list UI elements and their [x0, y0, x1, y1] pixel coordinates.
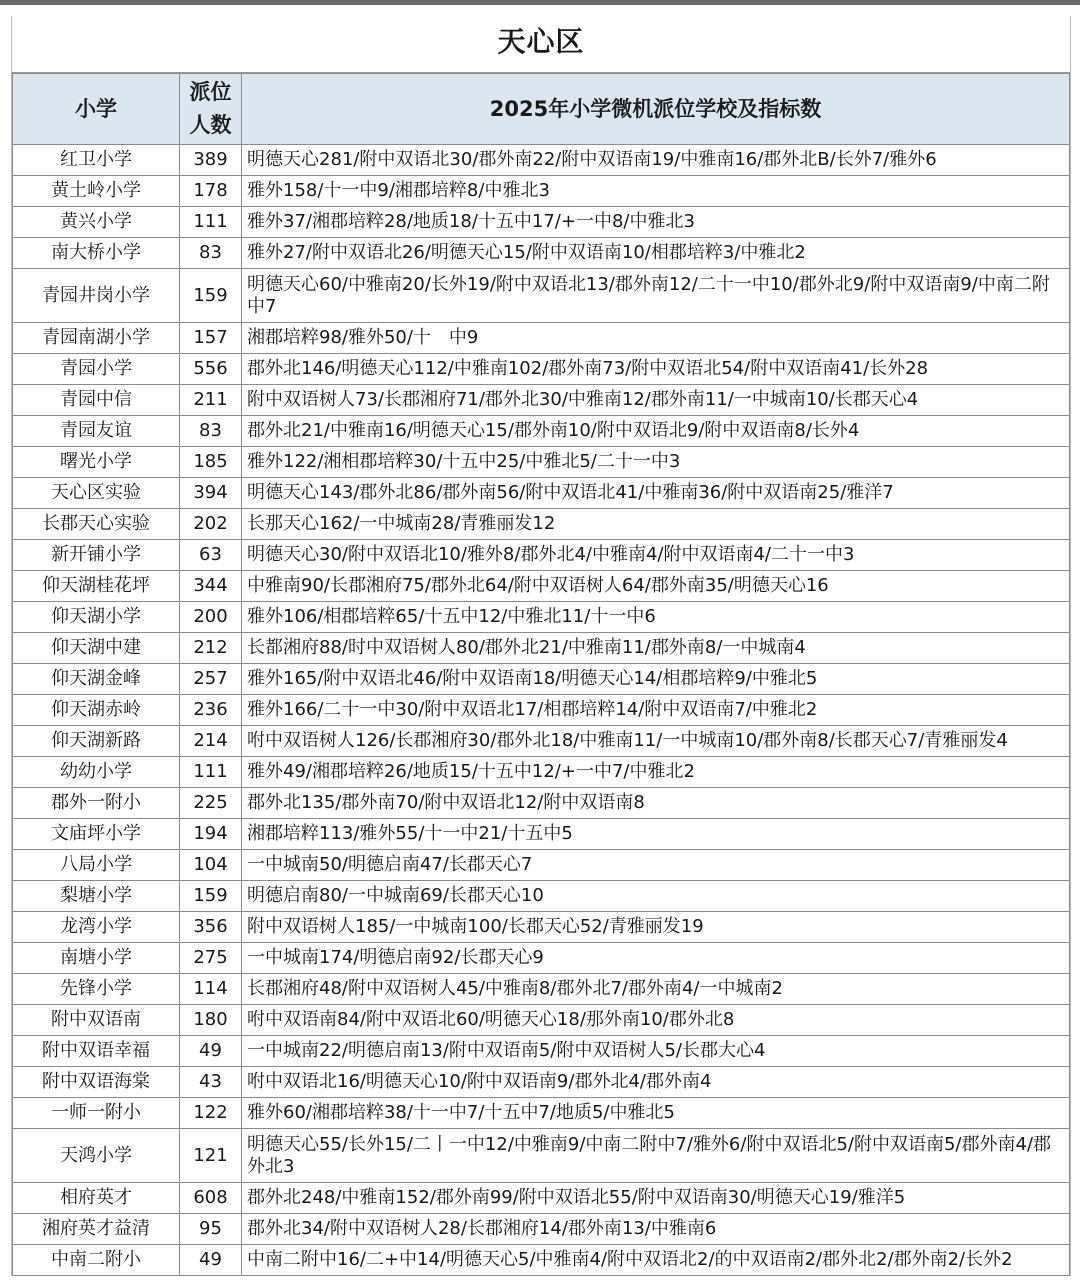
- table-row: [13, 664, 1070, 695]
- school-cell: 青园中信: [13, 385, 180, 416]
- page-title: 天心区: [12, 16, 1070, 73]
- count-cell: 389: [180, 145, 242, 176]
- detail-cell: 一中城南50/明德启南47/长郡天心7: [242, 850, 1070, 881]
- school-cell: 先锋小学: [13, 974, 180, 1005]
- school-cell: 梨塘小学: [13, 881, 180, 912]
- count-cell: 236: [180, 695, 242, 726]
- count-cell: 211: [180, 385, 242, 416]
- detail-cell: 长郡湘府48/附中双语树人45/中雅南8/郡外北7/郡外南4/一中城南2: [242, 974, 1070, 1005]
- count-cell: 394: [180, 478, 242, 509]
- count-cell: 194: [180, 819, 242, 850]
- header-count: [180, 74, 242, 145]
- detail-cell: 明德天心55/长外15/二丨一中12/中雅南9/中南二附中7/雅外6/附中双语北5/附中双语南5/郡外南4/郡外北3: [242, 1129, 1070, 1183]
- school-cell: 仰天湖赤岭: [13, 695, 180, 726]
- table-row: [13, 602, 1070, 633]
- table-row: [13, 354, 1070, 385]
- table-row: [13, 145, 1070, 176]
- detail-cell: 明德天心281/附中双语北30/郡外南22/附中双语南19/中雅南16/郡外北B/长外7/雅外6: [242, 145, 1070, 176]
- school-cell: 青园井岗小学: [13, 269, 180, 323]
- count-cell: 159: [180, 881, 242, 912]
- detail-cell: 明德天心143/郡外北86/郡外南56/附中双语北41/中雅南36/附中双语南25/雅洋7: [242, 478, 1070, 509]
- school-cell: 幼幼小学: [13, 757, 180, 788]
- school-cell: 龙湾小学: [13, 912, 180, 943]
- count-cell: 200: [180, 602, 242, 633]
- school-cell: 仰天湖金峰: [13, 664, 180, 695]
- detail-cell: 雅外165/附中双语北46/附中双语南18/明德天心14/相郡培粹9/中雅北5: [242, 664, 1070, 695]
- detail-cell: 郡外北146/明德天心112/中雅南102/郡外南73/附中双语北54/附中双语南41/长外28: [242, 354, 1070, 385]
- school-cell: 天鸿小学: [13, 1129, 180, 1183]
- count-cell: 111: [180, 757, 242, 788]
- detail-cell: 湘郡培粹113/雅外55/十一中21/十五中5: [242, 819, 1070, 850]
- table-row: [13, 726, 1070, 757]
- table-row: [13, 1067, 1070, 1098]
- table-row: [13, 269, 1070, 323]
- table-row: [13, 757, 1070, 788]
- detail-cell: 雅外106/相郡培粹65/十五中12/中雅北11/十一中6: [242, 602, 1070, 633]
- table-row: [13, 943, 1070, 974]
- table-row: [13, 788, 1070, 819]
- count-cell: 257: [180, 664, 242, 695]
- detail-cell: 中南二附中16/二+中14/明德天心5/中雅南4/附中双语北2/的中双语南2/郡外北2/郡外南2/长外2: [242, 1245, 1070, 1276]
- table-row: [13, 1214, 1070, 1245]
- table-row: [13, 509, 1070, 540]
- count-cell: 214: [180, 726, 242, 757]
- count-cell: 49: [180, 1245, 242, 1276]
- detail-cell: 咐中双语南84/附中双语北60/明德天心18/那外南10/郡外北8: [242, 1005, 1070, 1036]
- detail-cell: 中雅南90/长郡湘府75/郡外北64/附中双语树人64/郡外南35/明德天心16: [242, 571, 1070, 602]
- detail-cell: 雅外158/十一中9/湘郡培粹8/中雅北3: [242, 176, 1070, 207]
- table-row: [13, 238, 1070, 269]
- table-row: [13, 819, 1070, 850]
- count-cell: 556: [180, 354, 242, 385]
- detail-cell: 湘郡培粹98/雅外50/十 中9: [242, 323, 1070, 354]
- detail-cell: 雅外166/二十一中30/附中双语北17/相郡培粹14/附中双语南7/中雅北2: [242, 695, 1070, 726]
- count-cell: 185: [180, 447, 242, 478]
- school-cell: 中南二附小: [13, 1245, 180, 1276]
- table-row: [13, 176, 1070, 207]
- count-cell: 157: [180, 323, 242, 354]
- school-cell: 一师一附小: [13, 1098, 180, 1129]
- header-school: 小学: [13, 74, 180, 145]
- count-cell: 275: [180, 943, 242, 974]
- header-count-line2: 人数: [189, 113, 232, 137]
- table-row: [13, 323, 1070, 354]
- detail-cell: 长都湘府88/时中双语树人80/郡外北21/中雅南11/郡外南8/一中城南4: [242, 633, 1070, 664]
- school-cell: 长郡天心实验: [13, 509, 180, 540]
- school-cell: 仰天湖小学: [13, 602, 180, 633]
- table-row: [13, 1245, 1070, 1276]
- count-cell: 344: [180, 571, 242, 602]
- spreadsheet: [11, 16, 1071, 1276]
- detail-cell: 雅外37/湘郡培粹28/地质18/十五中17/+一中8/中雅北3: [242, 207, 1070, 238]
- count-cell: 225: [180, 788, 242, 819]
- school-cell: 附中双语海棠: [13, 1067, 180, 1098]
- detail-cell: 长那天心162/一中城南28/青雅丽发12: [242, 509, 1070, 540]
- detail-cell: 郡外北21/中雅南16/明德天心15/郡外南10/附中双语北9/附中双语南8/长外4: [242, 416, 1070, 447]
- count-cell: 202: [180, 509, 242, 540]
- school-cell: 仰天湖桂花坪: [13, 571, 180, 602]
- school-cell: 红卫小学: [13, 145, 180, 176]
- count-cell: 104: [180, 850, 242, 881]
- school-cell: 八局小学: [13, 850, 180, 881]
- detail-cell: 一中城南174/明德启南92/长郡天心9: [242, 943, 1070, 974]
- count-cell: 43: [180, 1067, 242, 1098]
- detail-cell: 明德启南80/一中城南69/长郡天心10: [242, 881, 1070, 912]
- count-cell: 212: [180, 633, 242, 664]
- school-cell: 仰天湖新路: [13, 726, 180, 757]
- school-cell: 文庙坪小学: [13, 819, 180, 850]
- count-cell: 95: [180, 1214, 242, 1245]
- school-cell: 曙光小学: [13, 447, 180, 478]
- school-cell: 湘府英才益清: [13, 1214, 180, 1245]
- school-cell: 青园南湖小学: [13, 323, 180, 354]
- detail-cell: 咐中双语北16/明德天心10/附中双语南9/郡外北4/郡外南4: [242, 1067, 1070, 1098]
- table-row: [13, 850, 1070, 881]
- count-cell: 49: [180, 1036, 242, 1067]
- table-row: [13, 1129, 1070, 1183]
- count-cell: 180: [180, 1005, 242, 1036]
- table-row: [13, 912, 1070, 943]
- count-cell: 608: [180, 1183, 242, 1214]
- table-body: [13, 145, 1070, 1276]
- school-cell: 郡外一附小: [13, 788, 180, 819]
- count-cell: 121: [180, 1129, 242, 1183]
- table-row: [13, 447, 1070, 478]
- table-row: [13, 633, 1070, 664]
- school-cell: 青园友谊: [13, 416, 180, 447]
- school-cell: 附中双语南: [13, 1005, 180, 1036]
- table-row: [13, 385, 1070, 416]
- table-row: [13, 881, 1070, 912]
- table-row: [13, 416, 1070, 447]
- detail-cell: 附中双语树人185/一中城南100/长郡天心52/青雅丽发19: [242, 912, 1070, 943]
- count-cell: 356: [180, 912, 242, 943]
- school-cell: 黄兴小学: [13, 207, 180, 238]
- detail-cell: 雅外49/湘郡培粹26/地质15/十五中12/+一中7/中雅北2: [242, 757, 1070, 788]
- school-cell: 相府英才: [13, 1183, 180, 1214]
- detail-cell: 一中城南22/明德启南13/附中双语南5/附中双语树人5/长郡大心4: [242, 1036, 1070, 1067]
- detail-cell: 雅外122/湘相郡培粹30/十五中25/中雅北5/二十一中3: [242, 447, 1070, 478]
- school-cell: 仰天湖中建: [13, 633, 180, 664]
- detail-cell: 郡外北34/附中双语树人28/长郡湘府14/郡外南13/中雅南6: [242, 1214, 1070, 1245]
- header-row: [13, 74, 1070, 145]
- table-row: [13, 695, 1070, 726]
- table-row: [13, 1005, 1070, 1036]
- detail-cell: 明德天心60/中雅南20/长外19/附中双语北13/郡外南12/二十一中10/郡外北9/附中双语南9/中南二附中7: [242, 269, 1070, 323]
- top-border: [0, 0, 1080, 5]
- detail-cell: 附中双语树人73/长郡湘府71/郡外北30/中雅南12/郡外南11/一中城南10/长郡天心4: [242, 385, 1070, 416]
- detail-cell: 郡外北248/中雅南152/郡外南99/附中双语北55/附中双语南30/明德天心19/雅洋5: [242, 1183, 1070, 1214]
- count-cell: 114: [180, 974, 242, 1005]
- header-detail: 2025年小学微机派位学校及指标数: [242, 74, 1070, 145]
- school-cell: 青园小学: [13, 354, 180, 385]
- count-cell: 122: [180, 1098, 242, 1129]
- count-cell: 159: [180, 269, 242, 323]
- allocation-table: [12, 73, 1070, 1276]
- detail-cell: 郡外北135/郡外南70/附中双语北12/附中双语南8: [242, 788, 1070, 819]
- detail-cell: 雅外60/湘郡培粹38/十一中7/十五中7/地质5/中雅北5: [242, 1098, 1070, 1129]
- table-row: [13, 1183, 1070, 1214]
- table-row: [13, 1036, 1070, 1067]
- school-cell: 新开铺小学: [13, 540, 180, 571]
- school-cell: 南大桥小学: [13, 238, 180, 269]
- table-row: [13, 974, 1070, 1005]
- detail-cell: 咐中双语树人126/长郡湘府30/郡外北18/中雅南11/一中城南10/郡外南8/长郡天心7/青雅丽发4: [242, 726, 1070, 757]
- school-cell: 附中双语幸福: [13, 1036, 180, 1067]
- detail-cell: 雅外27/附中双语北26/明德天心15/附中双语南10/相郡培粹3/中雅北2: [242, 238, 1070, 269]
- school-cell: 天心区实验: [13, 478, 180, 509]
- detail-cell: 明德天心30/附中双语北10/雅外8/郡外北4/中雅南4/附中双语南4/二十一中3: [242, 540, 1070, 571]
- header-count-line1: 派位: [189, 80, 232, 104]
- count-cell: 83: [180, 238, 242, 269]
- table-row: [13, 478, 1070, 509]
- school-cell: 南塘小学: [13, 943, 180, 974]
- count-cell: 111: [180, 207, 242, 238]
- count-cell: 178: [180, 176, 242, 207]
- table-row: [13, 207, 1070, 238]
- table-row: [13, 540, 1070, 571]
- school-cell: 黄土岭小学: [13, 176, 180, 207]
- table-row: [13, 571, 1070, 602]
- count-cell: 83: [180, 416, 242, 447]
- count-cell: 63: [180, 540, 242, 571]
- table-row: [13, 1098, 1070, 1129]
